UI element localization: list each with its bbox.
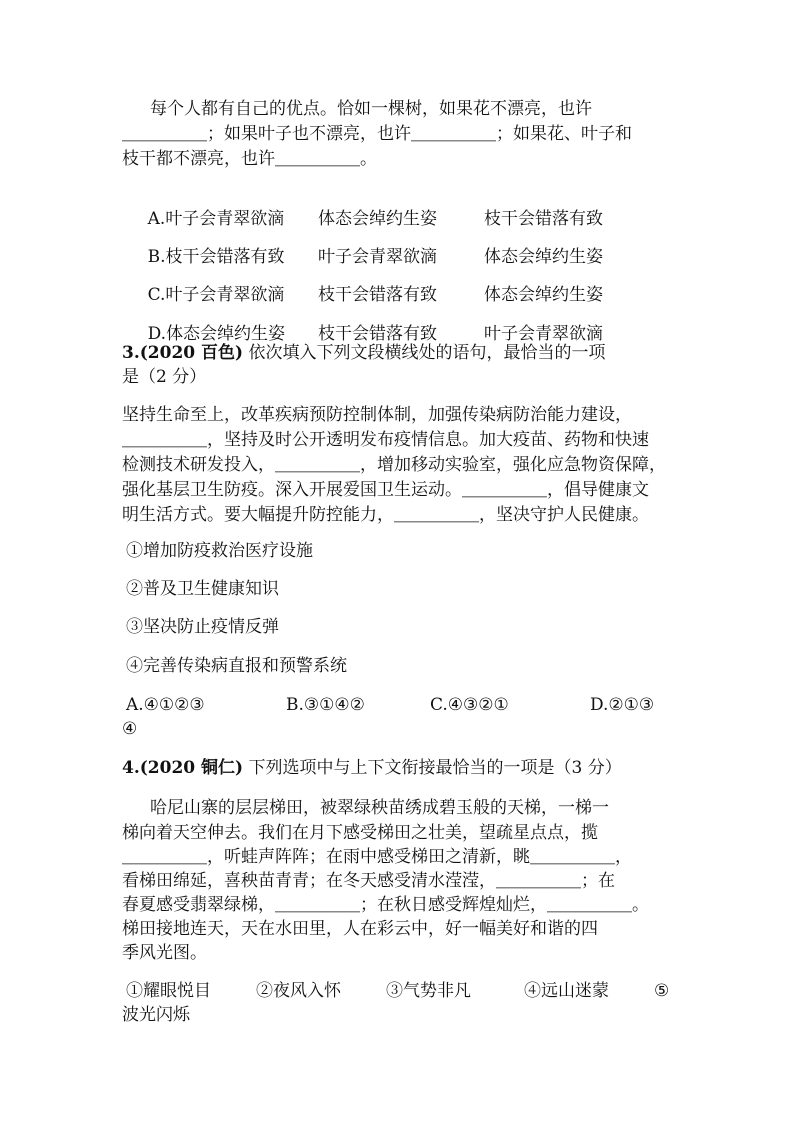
q3-answer-b: B.③①④② — [286, 695, 365, 715]
question-number: 4. — [122, 758, 140, 778]
question-stem: 下列选项中与上下文衔接最恰当的一项是（3 分） — [248, 758, 622, 778]
q3-passage-line-2: ＿＿＿＿＿，坚持及时公开透明发布疫情信息。加大疫苗、药物和快速 — [122, 430, 649, 450]
option-item: 叶子会青翠欲滴 — [165, 209, 285, 229]
q3-passage-line-4: 强化基层卫生防疫。深入开展爱国卫生运动。＿＿＿＿＿，倡导健康文 — [122, 480, 649, 500]
option-item: 叶子会青翠欲滴 — [484, 324, 603, 344]
q2-passage-line-3: 枝干都不漂亮，也许＿＿＿＿＿。 — [122, 149, 377, 169]
option-item: 叶子会青翠欲滴 — [318, 247, 437, 267]
option-label: D. — [147, 324, 167, 344]
question-source: (2020 铜仁) — [139, 758, 244, 778]
q3-answer-d: D.②①③ — [590, 695, 655, 715]
option-label: B. — [147, 247, 166, 267]
q3-item-3: ③坚决防止疫情反弹 — [126, 617, 279, 637]
question-stem: 依次填入下列文段横线处的语句，最恰当的一项 — [248, 343, 606, 363]
q4-stem — [122, 757, 622, 779]
q2-passage-line-2: ＿＿＿＿＿；如果叶子也不漂亮，也许＿＿＿＿＿；如果花、叶子和 — [122, 124, 632, 144]
q3-item-1: ①增加防疫救治医疗设施 — [126, 541, 313, 561]
q4-item-4: ④远山迷蒙 — [524, 981, 609, 1001]
q4-passage-line-6: 梯田接地连天，天在水田里，人在彩云中，好一幅美好和谐的四 — [122, 919, 598, 939]
q4-item-3: ③气势非凡 — [386, 981, 471, 1001]
q4-passage-line-5: 春夏感受翡翠绿梯，＿＿＿＿＿；在秋日感受辉煌灿烂，＿＿＿＿＿。 — [122, 895, 649, 915]
option-item: 枝干会错落有致 — [318, 324, 437, 344]
q3-answer-a: A.④①②③ — [126, 695, 205, 715]
q4-item-1: ①耀眼悦目 — [126, 981, 211, 1001]
q3-item-2: ②普及卫生健康知识 — [126, 579, 279, 599]
q4-passage-line-4: 看梯田绵延，喜秧苗青青；在冬天感受清水滢滢，＿＿＿＿＿；在 — [122, 871, 615, 891]
q4-passage-line-7: 季风光图。 — [122, 943, 207, 963]
q3-passage-line-5: 明生活方式。要大幅提升防控能力，＿＿＿＿＿，坚决守护人民健康。 — [122, 505, 649, 525]
q4-item-5-wrap: 波光闪烁 — [122, 1005, 190, 1025]
q3-passage-line-3: 检测技术研发投入，＿＿＿＿＿，增加移动实验室，强化应急物资保障， — [122, 455, 666, 475]
q4-item-2: ②夜风入怀 — [256, 981, 341, 1001]
option-item: 体态会绰约生姿 — [318, 209, 437, 229]
q4-passage-line-2: 梯向着天空伸去。我们在月下感受梯田之壮美，望疏星点点，揽 — [122, 823, 598, 843]
option-item: 枝干会错落有致 — [318, 285, 437, 305]
q3-passage-line-1: 坚持生命至上，改革疾病预防控制体制，加强传染病防治能力建设， — [122, 405, 632, 425]
option-item: 枝干会错落有致 — [484, 209, 603, 229]
q3-item-4: ④完善传染病直报和预警系统 — [126, 656, 347, 676]
q2-passage-line-1: 每个人都有自己的优点。恰如一棵树，如果花不漂亮，也许 — [150, 99, 592, 119]
q4-passage-line-1: 哈尼山寨的层层梯田，被翠绿秧苗绣成碧玉般的天梯，一梯一 — [150, 798, 609, 818]
option-item: 叶子会青翠欲滴 — [165, 285, 285, 305]
question-number: 3. — [122, 343, 140, 363]
q3-stem-line-2: 是（2 分） — [122, 367, 207, 387]
option-label: A. — [147, 209, 166, 229]
option-label: C. — [147, 285, 166, 305]
q3-answer-c: C.④③②① — [430, 695, 509, 715]
option-item: 体态会绰约生姿 — [484, 247, 603, 267]
q3-answer-d-wrap: ④ — [122, 719, 138, 739]
option-item: 体态会绰约生姿 — [166, 324, 286, 344]
question-source: (2020 百色) — [139, 343, 244, 363]
q3-stem-line-1 — [122, 342, 605, 364]
q4-passage-line-3: ＿＿＿＿＿，听蛙声阵阵；在雨中感受梯田之清新，眺＿＿＿＿＿， — [122, 847, 632, 867]
option-item: 枝干会错落有致 — [165, 247, 285, 267]
q4-item-5: ⑤ — [654, 981, 670, 1001]
option-item: 体态会绰约生姿 — [484, 285, 603, 305]
